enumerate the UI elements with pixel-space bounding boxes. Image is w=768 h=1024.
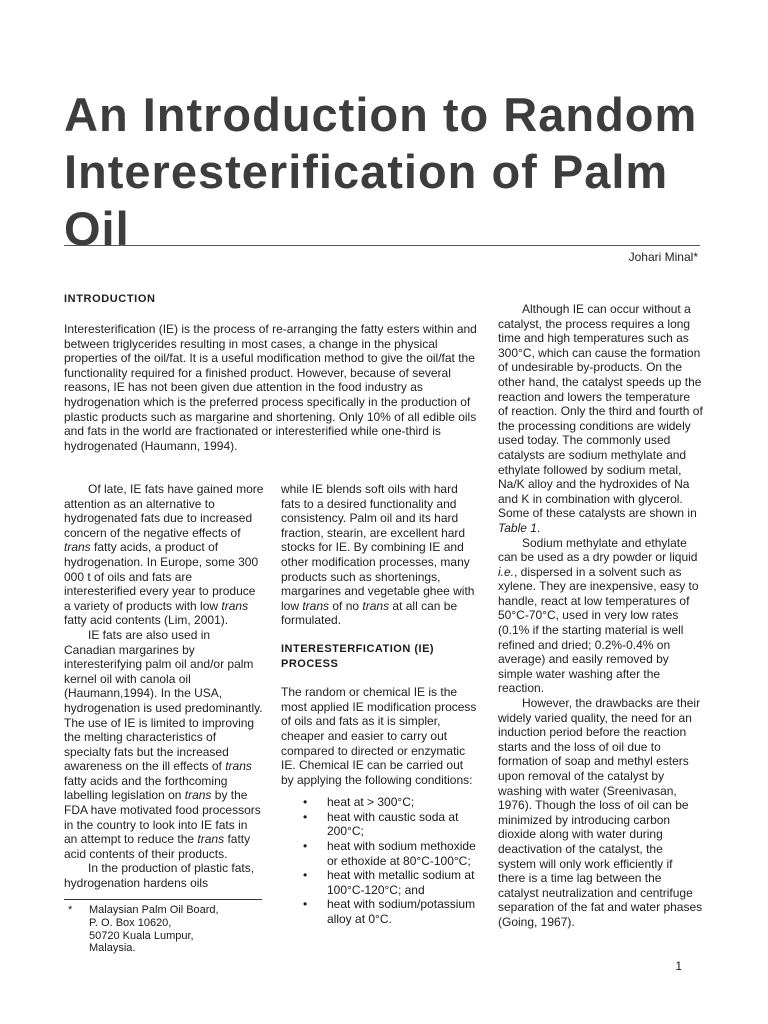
footnote-line: 50720 Kuala Lumpur, bbox=[89, 929, 194, 942]
col3-paragraph-3: However, the drawbacks are their widely varied quality, the need for an induction period before the reaction starts and the loss of oil due to formation of soap and methyl esters upon removal of the catalyst by washing with water (Sreenivasan, 1976). Though the loss of oil can be minimized by introducing carbon dioxide along with water during deactivation of the catalyst, the system will only work efficiently if there is a time lag between the catalyst neutralization and centrifuge separation of the fat and water phases (Going, 1967). bbox=[498, 696, 703, 929]
page-number: 1 bbox=[675, 959, 682, 973]
col1-paragraph-2: IE fats are also used in Canadian margarines by interesterifying palm oil and/or palm kernel oil with canola oil (Haumann,1994). In the USA, hydrogenation is used predominantly. The use of IE is limited to improving the melting characteristics of specialty fats but the increased awareness on the ill effects of trans fatty acids and the forthcoming labelling legislation on trans by the FDA have motivated food processors in the country to look into IE fats in an attempt to reduce the trans fatty acid contents of their products. bbox=[64, 627, 263, 861]
col2-paragraph-2: The random or chemical IE is the most applied IE modification process of oils and fats as it is simpler, cheaper and easier to carry out compared to directed or enzymatic IE. Chemical IE can be carried out by applying the following conditions: bbox=[281, 685, 477, 787]
conditions-list bbox=[281, 795, 478, 926]
footnote-rule bbox=[64, 899, 262, 900]
footnote-line: Malaysia. bbox=[89, 942, 136, 955]
col3-paragraph-2: Sodium methylate and ethylate can be used as a dry powder or liquid i.e., dispersed in a solvent such as xylene. They are inexpensive, easy to handle, react at low temperatures of 50°C-70°C, used in very low rates (0.1% if the starting material is well refined and dried; 0.2%-0.4% on average) and easily removed by simple water washing after the reaction. bbox=[498, 535, 699, 696]
bullet-icon: • bbox=[303, 897, 308, 912]
footnote-mark: * bbox=[68, 904, 73, 916]
col1-paragraph-1: Of late, IE fats have gained more attention as an alternative to hydrogenated fats due to increased concern of the negative effects of trans fatty acids, a product of hydrogenation. In Europe, some 300 000 t of oils and fats are interesterified every year to produce a variety of products with low trans fatty acid contents (Lim, 2001). bbox=[64, 482, 264, 628]
section-heading-ie-process: INTERESTERFICATION (IE) PROCESS bbox=[281, 642, 435, 670]
col2-paragraph-1: while IE blends soft oils with hard fats to a desired functionality and consistency. Palm oil and its hard fraction, stearin, are excellent hard stocks for IE. By combining IE and other modification processes, many products such as shortenings, margarines and vegetable ghee with low trans of no trans at all can be formulated. bbox=[281, 482, 475, 628]
page-title: An Introduction to Random Interesterification of Palm Oil bbox=[64, 88, 698, 255]
footnote-line: Malaysian Palm Oil Board, bbox=[89, 904, 219, 916]
column-left bbox=[64, 482, 264, 891]
col3-paragraph-1: Although IE can occur without a catalyst, the process requires a long time and high temperatures such as 300°C, which can cause the formation of undesirable by-products. On the other hand, the catalyst speeds up the reaction and lowers the temperature of reaction. Only the third and fourth of the processing conditions are widely used today. The commonly used catalysts are sodium methylate and ethylate followed by sodium metal, Na/K alloy and the hydroxides of Na and K in combination with glycerol. Some of these catalysts are shown in Table 1. bbox=[498, 302, 703, 535]
bullet-icon: • bbox=[303, 809, 308, 824]
intro-heading: INTRODUCTION bbox=[64, 293, 156, 305]
bullet-icon: • bbox=[303, 868, 308, 883]
bullet-icon: • bbox=[303, 795, 308, 810]
author-name: Johari Minal* bbox=[628, 250, 698, 264]
footnote-line: P. O. Box 10620, bbox=[89, 916, 172, 929]
intro-paragraph: Interesterification (IE) is the process of re-arranging the fatty esters within and between triglycerides resulting in most cases, a change in the physical properties of the oil/fat. It is a useful modification method to give the oil/fat the functionality required for a finished product. However, because of several reasons, IE has not been given due attention in the food industry as hydrogenation which is the preferred process specifically in the production of plastic products such as margarine and shortening. Only 10% of all edible oils and fats in the world are fractionated or interesterified while one-third is hydrogenated (Haumann, 1994). bbox=[64, 322, 477, 453]
footnote-address bbox=[89, 904, 269, 955]
col1-paragraph-3: In the production of plastic fats, hydrogenation hardens oils bbox=[64, 861, 255, 891]
column-right bbox=[498, 302, 703, 930]
list-item: • heat at > 300°C; bbox=[303, 795, 415, 810]
title-rule bbox=[64, 245, 700, 246]
list-item: • heat with metallic sodium at 100°C-120°C; and bbox=[303, 868, 475, 897]
bullet-icon: • bbox=[303, 839, 308, 854]
column-middle bbox=[281, 482, 478, 927]
list-item: • heat with caustic soda at 200°C; bbox=[303, 809, 459, 839]
list-item: • heat with sodium/potassium alloy at 0°C. bbox=[303, 897, 476, 927]
list-item: • heat with sodium methoxide or ethoxide at 80°C-100°C; bbox=[303, 839, 476, 868]
